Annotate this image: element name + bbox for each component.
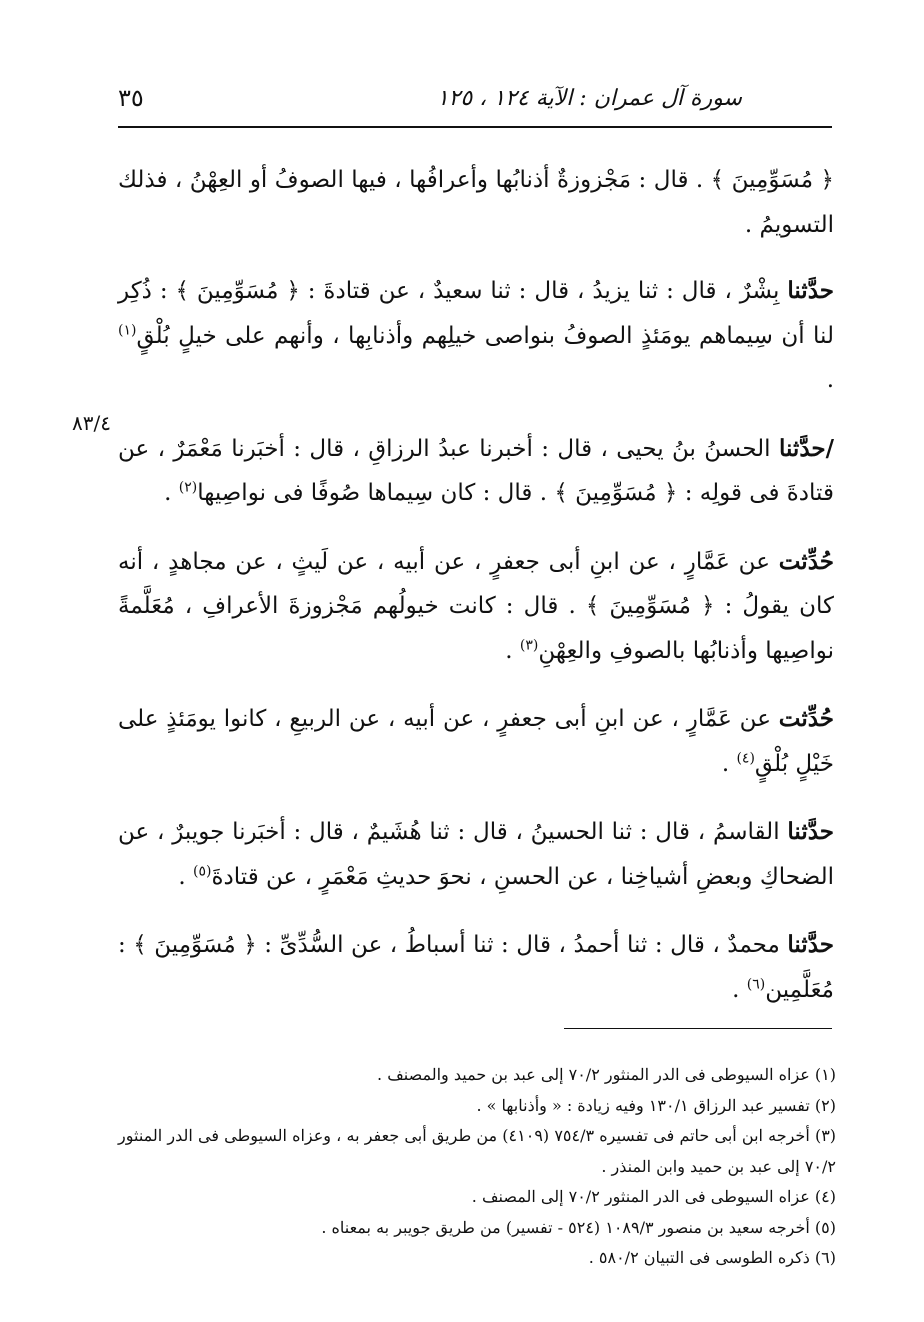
footnote-ref[interactable]: (٢)	[178, 479, 198, 496]
paragraph-opener: حُدِّثت	[778, 547, 834, 575]
paragraph-text: القاسمُ ، قال : ثنا الحسينُ ، قال : ثنا هُشَيمٌ ، قال : أخبَرنا جويبرٌ ، عن الضحاكِ وبعضِ أشياخِنا ، عن الحسنِ ، نحوَ حديثِ مَعْمَرٍ ، عن قتادةَ	[118, 819, 834, 890]
footnote-ref[interactable]: (٤)	[736, 749, 755, 766]
paragraph-end: .	[732, 976, 740, 1003]
paragraph-opener: حدَّثنا	[787, 277, 834, 304]
footnote: (٥) أخرجه سعيد بن منصور ١٠٨٩/٣ (٥٢٤ - تفسير) من طريق جويبر به بمعناه .	[321, 1217, 836, 1237]
paragraph-end: .	[505, 637, 513, 664]
paragraph-text: الحسنُ بنُ يحيى ، قال : أخبرنا عبدُ الرزاقِ ، قال : أخبَرنا مَعْمَرٌ ، عن قتادةَ فى قولِه : ﴿ مُسَوِّمِينَ ﴾ . قال : كان سِيماها صُوفًا فى نواصِيها	[118, 435, 834, 506]
footnote: (٦) ذكره الطوسى فى التبيان ٥٨٠/٢ .	[588, 1248, 836, 1267]
footnote-separator	[564, 1028, 832, 1029]
running-header	[118, 82, 832, 126]
paragraph-end: .	[721, 750, 730, 777]
footnote: (١) عزاه السيوطى فى الدر المنثور ٧٠/٢ إلى عبد بن حميد والمصنف .	[377, 1065, 836, 1084]
paragraph	[118, 540, 834, 674]
running-title: سورة آل عمران : الآية ١٢٤ ، ١٢٥	[436, 86, 742, 111]
paragraph-end: .	[164, 480, 172, 506]
paragraph-opener: حدَّثنا	[787, 931, 834, 958]
paragraph-opener: حُدِّثت	[778, 705, 835, 732]
page-number: ٣٥	[118, 84, 144, 112]
paragraph-text: عن عَمَّارٍ ، عن ابنِ أبى جعفرٍ ، عن أبيه ، عن الربيعِ ، كانوا يومَئذٍ على خَيْلٍ بُلْقٍ	[118, 706, 834, 777]
paragraph	[118, 697, 834, 786]
footnote-ref[interactable]: (٣)	[519, 636, 539, 653]
paragraph	[118, 923, 834, 1012]
header-rule	[118, 126, 832, 128]
page-break-mark: /	[825, 434, 835, 462]
margin-reference	[72, 411, 111, 435]
paragraph-text: محمدٌ ، قال : ثنا أحمدُ ، قال : ثنا أسباطُ ، عن السُّدِّىِّ : ﴿ مُسَوِّمِينَ ﴾ : مُعَلَّمِين	[118, 932, 834, 1003]
footnote-ref[interactable]: (٥)	[193, 862, 212, 879]
main-text	[118, 158, 834, 1036]
paragraph	[118, 427, 834, 516]
paragraph-opener: حدَّثنا	[787, 818, 835, 845]
margin-reference-text: ٨٣/٤	[72, 411, 111, 435]
footnote: (٤) عزاه السيوطى فى الدر المنثور ٧٠/٢ إلى المصنف .	[471, 1187, 836, 1206]
paragraph-end: .	[178, 863, 186, 890]
footnotes	[118, 1060, 836, 1274]
footnote: (٢) تفسير عبد الرزاق ١٣٠/١ وفيه زيادة : « وأذنابها » .	[476, 1095, 836, 1115]
paragraph-text: عن عَمَّارٍ ، عن ابنِ أبى جعفرٍ ، عن أبيه ، عن لَيثٍ ، عن مجاهدٍ ، أنه كان يقولُ : ﴿ مُسَوِّمِينَ ﴾ . قال : كانت خيولُهم مَجْزوزةَ الأعرافِ ، مُعَلَّمةً نواصِيها وأذنابُها بالصوفِ والعِهْنِ	[118, 548, 834, 664]
footnote-ref[interactable]: (٦)	[746, 975, 766, 992]
footnote-ref[interactable]: (١)	[118, 321, 137, 338]
paragraph-text: بِشْرٌ ، قال : ثنا يزيدُ ، قال : ثنا سعيدٌ ، عن قتادةَ : ﴿ مُسَوِّمِينَ ﴾ : ذُكِر لنا أن سِيماهم يومَئذٍ الصوفُ بنواصى خيلِهم وأذنابِها ، وأنهم على خيلٍ بُلْقٍ	[118, 278, 834, 349]
paragraph	[118, 269, 834, 403]
paragraph	[118, 810, 834, 899]
footnote: (٣) أخرجه ابن أبى حاتم فى تفسيره ٧٥٤/٣ (٤١٠٩) من طريق أبى جعفر به ، وعزاه السيوطى فى الدر المنثور ٧٠/٢ إلى عبد بن حميد وابن المنذر .	[118, 1126, 837, 1176]
paragraph	[118, 158, 834, 247]
paragraph-opener: حدَّثنا	[778, 434, 826, 462]
paragraph-text: ﴿ مُسَوِّمِينَ ﴾ . قال : مَجْزوزةٌ أذنابُها وأعرافُها ، فيها الصوفُ أو العِهْنُ ، فذلك التسويمُ .	[118, 167, 834, 238]
paragraph-end: .	[826, 367, 834, 393]
